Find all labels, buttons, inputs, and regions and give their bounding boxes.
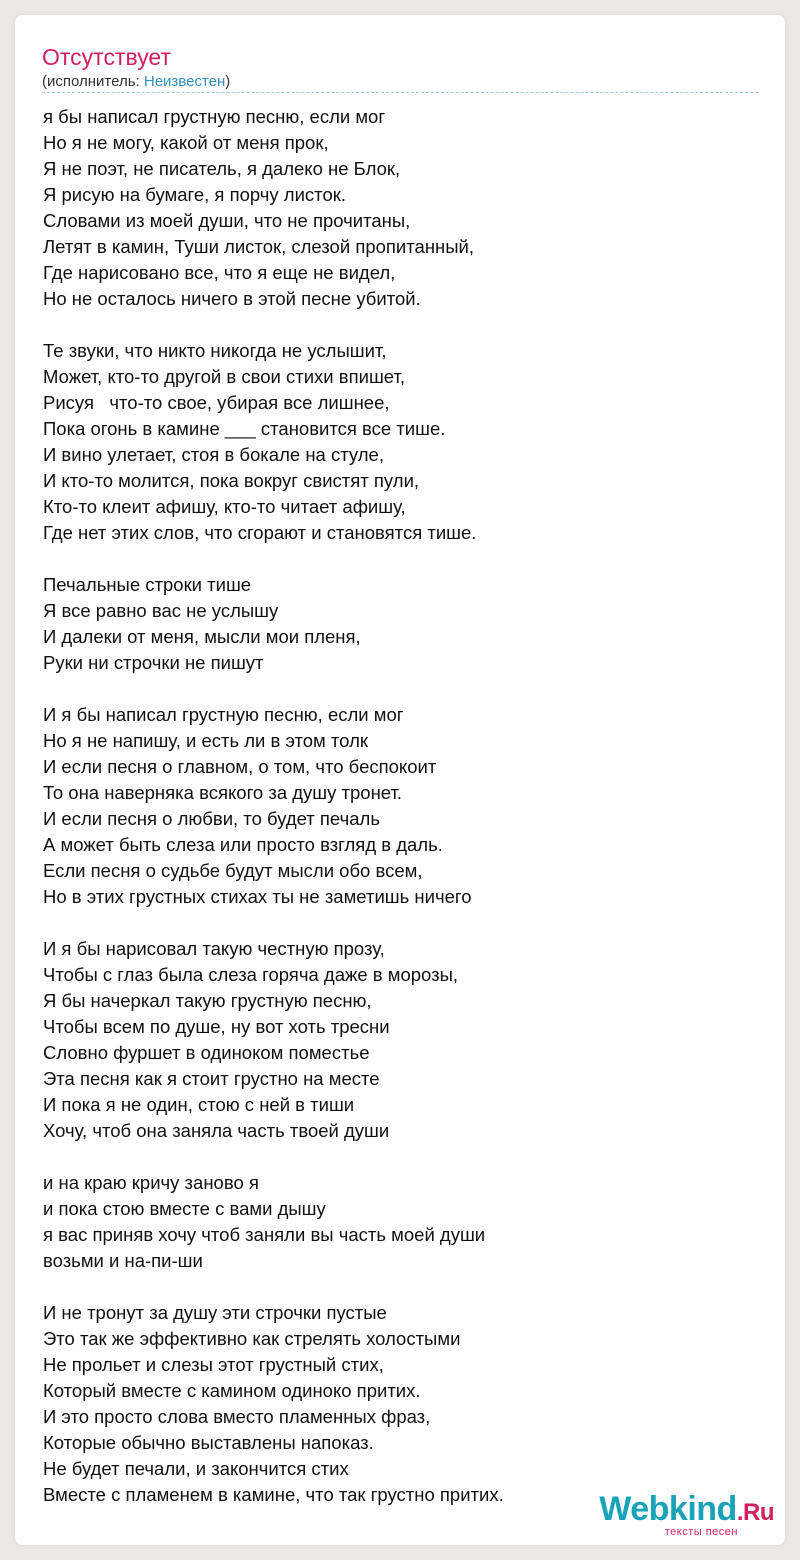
- lyrics-line: Те звуки, что никто никогда не услышит,: [43, 340, 387, 361]
- lyrics-line: Чтобы с глаз была слеза горяча даже в морозы,: [43, 964, 459, 985]
- artist-prefix: (исполнитель:: [42, 73, 144, 90]
- artist-link[interactable]: Неизвестен: [143, 73, 226, 90]
- lyrics-line: Я бы начеркал такую грустную песню,: [43, 990, 372, 1011]
- lyrics-line: Где нарисовано все, что я еще не видел,: [43, 262, 396, 283]
- stanza-break: [43, 910, 763, 936]
- lyrics-line: Словно фуршет в одиноком поместье: [43, 1042, 370, 1063]
- lyrics-line: Который вместе с камином одиноко притих.: [43, 1380, 421, 1401]
- lyrics-line: Но в этих грустных стихах ты не заметишь ничего: [43, 886, 472, 907]
- stanza-break: [43, 676, 763, 702]
- lyrics-line: Если песня о судьбе будут мысли обо всем,: [43, 860, 423, 881]
- lyrics-line: Чтобы всем по душе, ну вот хоть тресни: [43, 1016, 390, 1037]
- lyrics-line: Печальные строки тише: [43, 574, 252, 595]
- lyrics-line: И я бы нарисовал такую честную прозу,: [43, 938, 385, 959]
- lyrics-line: Но не осталось ничего в этой песне убитой.: [43, 288, 421, 309]
- lyrics-line: Хочу, чтоб она заняла часть твоей души: [43, 1120, 390, 1141]
- lyrics-line: и на краю кричу заново я: [43, 1172, 259, 1193]
- lyrics-line: Но я не напишу, и есть ли в этом толк: [43, 730, 368, 751]
- lyrics-line: Может, кто-то другой в свои стихи впишет,: [43, 366, 406, 387]
- stanza-break: [43, 312, 763, 338]
- stanza-break: [43, 1144, 763, 1170]
- site-logo[interactable]: [574, 1492, 774, 1538]
- lyrics-line: И далеки от меня, мысли мои пленя,: [43, 626, 361, 647]
- lyrics-line: И если песня о любви, то будет печаль: [43, 808, 380, 829]
- lyrics-line: и пока стою вместе с вами дышу: [43, 1198, 326, 1219]
- lyrics-line: И пока я не один, стою с ней в тиши: [43, 1094, 355, 1115]
- lyrics-line: Не будет печали, и закончится стих: [43, 1458, 349, 1479]
- lyrics-line: И вино улетает, стоя в бокале на стуле,: [43, 444, 384, 465]
- logo-wordmark: [574, 1492, 774, 1530]
- lyrics-line: То она наверняка всякого за душу тронет.: [43, 782, 403, 803]
- lyrics-line: Которые обычно выставлены напоказ.: [43, 1432, 374, 1453]
- lyrics-line: И я бы написал грустную песню, если мог: [43, 704, 404, 725]
- lyrics-line: А может быть слеза или просто взгляд в даль.: [43, 834, 443, 855]
- lyrics-line: Руки ни строчки не пишут: [43, 652, 264, 673]
- lyrics-line: я бы написал грустную песню, если мог: [43, 106, 386, 127]
- lyrics-line: Это так же эффективно как стрелять холостыми: [43, 1328, 461, 1349]
- lyrics-line: Вместе с пламенем в камине, что так грустно притих.: [43, 1484, 504, 1505]
- lyrics-line: Летят в камин, Туши листок, слезой пропитанный,: [43, 236, 475, 257]
- lyrics-line: И не тронут за душу эти строчки пустые: [43, 1302, 387, 1323]
- logo-tagline: тексты песен: [664, 1526, 738, 1538]
- lyrics-line: Кто-то клеит афишу, кто-то читает афишу,: [43, 496, 406, 517]
- lyrics-line: Не прольет и слезы этот грустный стих,: [43, 1354, 384, 1375]
- logo-tld: .Ru: [736, 1499, 774, 1526]
- lyrics-line: Я не поэт, не писатель, я далеко не Блок,: [43, 158, 401, 179]
- lyrics-line: И кто-то молится, пока вокруг свистят пули,: [43, 470, 420, 491]
- stanza-break: [43, 1274, 763, 1300]
- lyrics-line: Я рисую на бумаге, я порчу листок.: [43, 184, 346, 205]
- song-title: Отсутствует: [42, 44, 171, 70]
- lyrics-line: Словами из моей души, что не прочитаны,: [43, 210, 411, 231]
- lyrics-text: [43, 104, 763, 1508]
- logo-word: Webkind: [599, 1490, 737, 1528]
- lyrics-line: возьми и на-пи-ши: [43, 1250, 203, 1271]
- lyrics-line: Я все равно вас не услышу: [43, 600, 279, 621]
- lyrics-line: Но я не могу, какой от меня прок,: [43, 132, 329, 153]
- lyrics-line: я вас приняв хочу чтоб заняли вы часть моей души: [43, 1224, 486, 1245]
- lyrics-line: И это просто слова вместо пламенных фраз,: [43, 1406, 431, 1427]
- lyrics-line: Эта песня как я стоит грустно на месте: [43, 1068, 380, 1089]
- lyrics-line: Рисуя что-то свое, убирая все лишнее,: [43, 392, 390, 413]
- lyrics-line: Пока огонь в камине ___ становится все тише.: [43, 418, 446, 439]
- artist-suffix: ): [225, 73, 231, 90]
- lyrics-line: Где нет этих слов, что сгорают и становятся тише.: [43, 522, 477, 543]
- stanza-break: [43, 546, 763, 572]
- lyrics-line: И если песня о главном, о том, что беспокоит: [43, 756, 437, 777]
- artist-line: [42, 73, 758, 93]
